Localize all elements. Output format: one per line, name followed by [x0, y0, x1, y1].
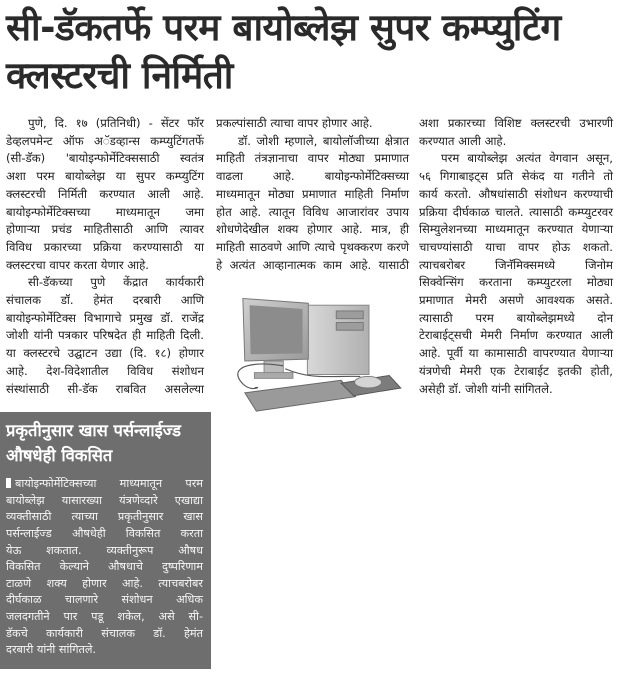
text-line: चाचण्यांसाठी याचा वापर होऊ शकतो.	[419, 239, 613, 254]
text-line: दरबारी यांनी सांगितले.	[6, 643, 97, 657]
text-line: कार्य करतो. औषधांसाठी संशोधन करण्याची	[419, 186, 613, 201]
text-line: सिक्वेन्सिंग करताना कम्प्युटरला मोठ्या	[419, 275, 613, 290]
sidebar-body	[6, 476, 203, 659]
sidebar-heading	[6, 418, 206, 468]
headline-line-2: क्लस्टरची निर्मिती	[6, 54, 233, 97]
text-line: क्लस्टरची निर्मिती करण्यात आली आहे.	[6, 186, 204, 201]
sidebar-heading-line-2: औषधेही विकसित	[6, 446, 113, 466]
article-column-2-text	[216, 115, 409, 274]
text-line: आहे. पूर्वी या कामासाठी वापरण्यात येणाऱ्या	[419, 346, 613, 361]
text-line: असेही डॉ. जोशी यांनी सांगितले.	[419, 381, 553, 396]
text-line: बायोइन्फोर्मेटिक्सच्या माध्यमातून जमा	[6, 204, 204, 219]
sidebar-heading-line-1: प्रकृतीनुसार खास पर्सन्लाईज्ड	[6, 421, 181, 441]
mouse	[355, 377, 382, 389]
article-body	[0, 115, 617, 669]
text-line: टेराबाईट्सची मेमरी निर्माण करण्यात आली	[419, 328, 613, 343]
article-column-3-text	[419, 115, 613, 398]
text-line: ५६ गिगाबाइट्स प्रति सेकंद या गतीने तो	[419, 169, 613, 184]
text-line: डेव्हलपमेन्ट ऑफ अॅडव्हान्स कम्प्युटिंगतर्फे	[6, 133, 204, 148]
text-line: सिम्युलेशनच्या माध्यमातून करण्यात येणाऱ्या	[419, 222, 613, 237]
text-line: माहिती साठवणे आणि त्याचे पृथक्करण करणे	[216, 239, 409, 254]
text-line: टाळणे शक्य होणार आहे. त्याचबरोबर	[6, 576, 203, 590]
text-line	[6, 476, 203, 493]
computer-illustration	[222, 284, 412, 414]
text-line: प्रक्रिया दीर्घकाळ चालते. त्यासाठी कम्प्युटरवर	[419, 204, 613, 219]
text-line: प्रकल्पांसाठी त्याचा वापर होणार आहे.	[216, 116, 373, 130]
text-line: होत आहे. त्यातून विविध आजारांवर उपाय	[216, 204, 409, 219]
text-line: परम बायोब्लेझ अत्यंत वेगवान असून,	[441, 151, 613, 166]
headline-line-1: सी-डॅकतर्फे परम बायोब्लेझ सुपर कम्प्युटिंग	[6, 6, 561, 49]
article-column-3	[419, 115, 613, 398]
headline	[0, 0, 617, 100]
text-line: बायोब्लेझ यासारख्या यंत्रणेव्दारे एखाद्या	[6, 493, 203, 507]
sidebar-box	[0, 412, 211, 669]
text-line: हे अत्यंत आव्हानात्मक काम आहे. यासाठी	[216, 257, 409, 272]
text-line: विकसित केल्याने औषधाचे दुष्परिणाम	[6, 560, 203, 574]
monitor	[243, 299, 308, 379]
article-column-1-text	[6, 115, 204, 398]
text-line: क्लस्टरचा वापर करता येणार आहे.	[6, 257, 149, 272]
text-line: संचालक डॉ. हेमंत दरबारी आणि	[6, 293, 204, 308]
text-line: पर्सन्लाईज्ड औषधेही विकसित करता	[6, 527, 203, 541]
text-line: पुणे, दि. १७ (प्रतिनिधी) - सेंटर फॉर	[28, 116, 204, 130]
text-line: होणाऱ्या प्रचंड माहितीसाठी आणि त्यावर	[6, 222, 204, 237]
text-line: वाढला आहे. बायोइन्फोर्मेटिक्सच्या	[216, 169, 409, 184]
text-line: अशा प्रकारच्या विशिष्ट क्लस्टरची उभारणी	[419, 116, 613, 130]
text-line: संस्थांसाठी सी-डॅक राबवित असलेल्या	[6, 381, 204, 396]
text-line: शोधणेदेखील शक्य होणार आहे. मात्र, ही	[216, 222, 409, 237]
text-line: येऊ शकतात. व्यक्तीनुरूप औषध	[6, 543, 203, 557]
text-line: व्यक्तीसाठी त्याच्या प्रकृतीनुसार खास	[6, 510, 203, 524]
text-line: (सी-डॅक) 'बायोइन्फोर्मेटिक्ससाठी स्वतंत्र	[6, 151, 204, 166]
text-line: त्याचबरोबर जिनॅमिक्समध्ये जिनोम	[419, 257, 613, 272]
text-line-content: बायोइन्फोर्मेटिक्सच्या माध्यमातून परम	[15, 477, 203, 491]
bullet-icon	[6, 478, 11, 488]
computer-tower	[307, 306, 369, 375]
text-line: करण्यात आली आहे.	[419, 133, 507, 148]
article-column-2	[216, 115, 409, 414]
text-line: आहे. देश-विदेशातील विविध संशोधन	[6, 363, 204, 378]
text-line: डॉ. जोशी म्हणाले, बायोलॉजीच्या क्षेत्रात	[238, 133, 409, 148]
text-line: डॅकचे कार्यकारी संचालक डॉ. हेमंत	[6, 626, 203, 640]
text-line: माहिती तंत्रज्ञानाचा वापर मोठ्या प्रमाणात	[216, 151, 409, 166]
text-line: माध्यमातून मोठ्या प्रमाणात माहिती निर्माण	[216, 186, 409, 201]
text-line: जलदगतीने पार पडू शकेल, असे सी-	[6, 610, 203, 623]
text-line: विविध प्रकारच्या प्रक्रिया करण्यासाठी या	[6, 239, 204, 254]
text-line: सी-डॅकच्या पुणे केंद्रात कार्यकारी	[28, 275, 204, 290]
text-line: जोशी यांनी पत्रकार परिषदेत ही माहिती दिली.	[6, 328, 204, 343]
text-line: दीर्घकाळ चालणारे संशोधन अधिक	[6, 593, 203, 607]
text-line: त्यासाठी परम बायोब्लेझमध्ये दोन	[419, 310, 613, 325]
text-line: यंत्रणेची मेमरी एक टेराबाईट इतकी होती,	[419, 363, 613, 378]
text-line: बायोइन्फोर्मेटिक्स विभागाचे प्रमुख डॉ. राजेंद्र	[6, 310, 204, 325]
article-column-1	[6, 115, 204, 669]
text-line: प्रमाणात मेमरी असणे आवश्यक असते.	[419, 293, 613, 308]
keyboard	[245, 381, 356, 412]
text-line: अशा परम बायोब्लेझ या सुपर कम्प्युटिंग	[6, 169, 204, 184]
text-line: या क्लस्टरचे उद्घाटन उद्या (दि. १८) होणार	[6, 346, 204, 361]
